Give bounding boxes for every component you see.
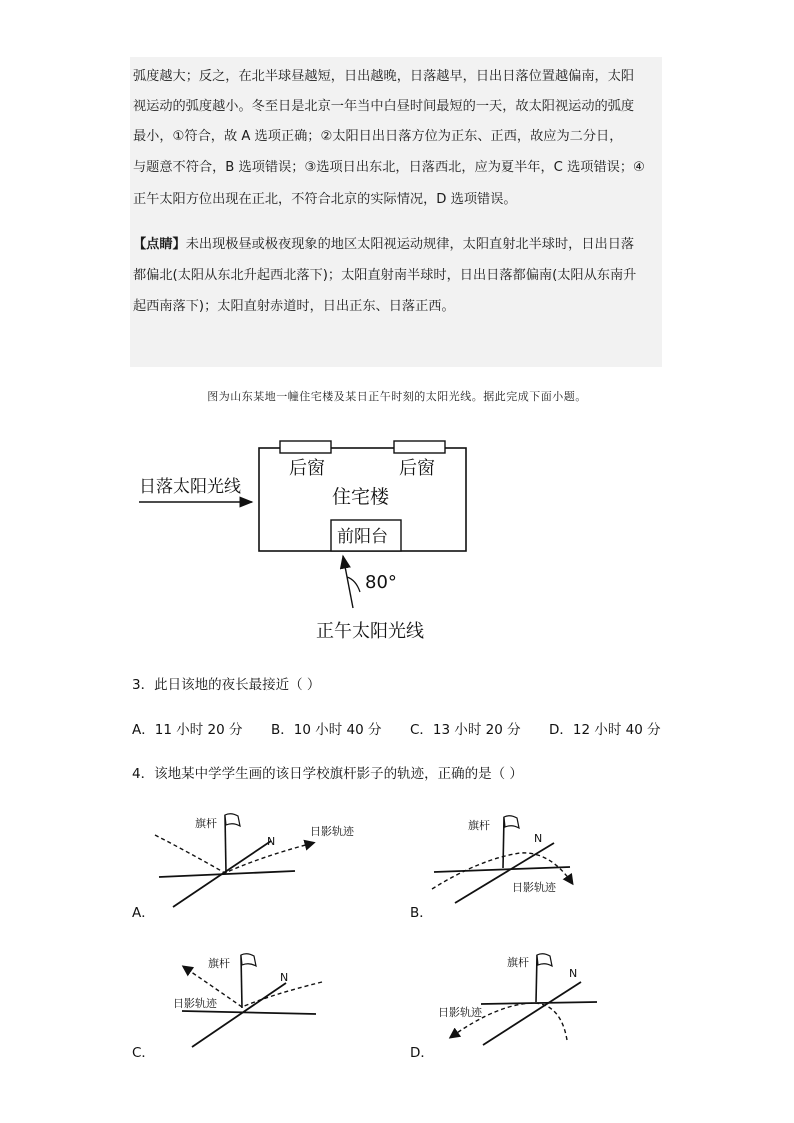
q4-label-a: A． bbox=[132, 905, 155, 921]
tip-line-3: 起西南落下)；太阳直射赤道时，日出正东、日落正西。 bbox=[133, 299, 455, 314]
pole-label: 旗杆 bbox=[208, 957, 230, 970]
shadow-label: 日影轨迹 bbox=[438, 1006, 482, 1019]
q4-diagram-c[interactable] bbox=[170, 945, 340, 1060]
north-label: N bbox=[569, 967, 578, 980]
question-3-stem: 3．此日该地的夜长最接近（ ） bbox=[132, 677, 321, 693]
shadow-trajectory bbox=[155, 835, 313, 873]
window-left-label: 后窗 bbox=[289, 458, 325, 479]
tip-line-2: 都偏北(太阳从东北升起西北落下)；太阳直射南半球时，日出日落都偏南(太阳从东南升 bbox=[133, 268, 637, 283]
explanation-line-2: 视运动的弧度越小。冬至日是北京一年当中白昼时间最短的一天，故太阳视运动的弧度 bbox=[133, 99, 635, 114]
explanation-line-1: 弧度越大；反之，在北半球昼越短，日出越晚，日落越早，日出日落位置越偏南，太阳 bbox=[133, 69, 635, 84]
explanation-line-5: 正午太阳方位出现在正北，不符合北京的实际情况，D 选项错误。 bbox=[133, 192, 517, 207]
q3-option-a[interactable]: A．11 小时 20 分 bbox=[132, 722, 243, 738]
east-west-line bbox=[182, 1011, 316, 1014]
tip-text-1: 未出现极昼或极夜现象的地区太阳视运动规律，太阳直射北半球时，日出日落 bbox=[185, 237, 635, 252]
q4-diagram-a[interactable] bbox=[145, 805, 354, 920]
tip-line-1 bbox=[133, 236, 634, 254]
balcony-label: 前阳台 bbox=[337, 527, 388, 547]
question-4-stem: 4．该地某中学学生画的该日学校旗杆影子的轨迹，正确的是（ ） bbox=[132, 766, 523, 782]
east-west-line bbox=[159, 871, 295, 877]
figure-caption: 图为山东某地一幢住宅楼及某日正午时刻的太阳光线。据此完成下面小题。 bbox=[207, 390, 587, 403]
q4-label-d: D． bbox=[410, 1045, 434, 1061]
q4-label-b: B． bbox=[410, 905, 433, 921]
window-right-label: 后窗 bbox=[399, 458, 435, 479]
flag-icon bbox=[241, 954, 256, 966]
noon-light-arrow bbox=[343, 556, 353, 608]
q4-diagram-b[interactable] bbox=[420, 805, 610, 920]
q4-diagram-d[interactable] bbox=[435, 945, 610, 1060]
angle-label: 80° bbox=[365, 572, 397, 593]
pole-label: 旗杆 bbox=[507, 956, 529, 969]
q3-option-b[interactable]: B．10 小时 40 分 bbox=[271, 722, 382, 738]
north-south-line bbox=[483, 982, 581, 1045]
east-west-line bbox=[434, 867, 570, 872]
pole-label: 旗杆 bbox=[468, 819, 490, 832]
building-diagram bbox=[0, 430, 794, 650]
q3-option-d[interactable]: D．12 小时 40 分 bbox=[549, 722, 661, 738]
building-label: 住宅楼 bbox=[332, 486, 390, 508]
window-right-frame bbox=[394, 441, 445, 453]
flagpole bbox=[503, 817, 504, 868]
tip-label: 【点睛】 bbox=[133, 237, 186, 252]
north-label: N bbox=[267, 835, 276, 848]
shadow-label: 日影轨迹 bbox=[512, 881, 556, 894]
q3-option-c[interactable]: C．13 小时 20 分 bbox=[410, 722, 521, 738]
north-south-line bbox=[192, 983, 286, 1047]
flag-icon bbox=[225, 814, 240, 826]
north-south-line bbox=[173, 841, 271, 907]
shadow-label: 日影轨迹 bbox=[310, 825, 354, 838]
north-south-line bbox=[455, 843, 554, 903]
explanation-line-4: 与题意不符合，B 选项错误；③选项日出东北，日落西北，应为夏半年，C 选项错误；④ bbox=[133, 160, 645, 175]
north-label: N bbox=[280, 971, 289, 984]
pole-label: 旗杆 bbox=[195, 817, 217, 830]
noon-light-label: 正午太阳光线 bbox=[316, 621, 424, 642]
flagpole bbox=[536, 955, 537, 1002]
window-left-frame bbox=[280, 441, 331, 453]
north-label: N bbox=[534, 832, 543, 845]
flag-icon bbox=[504, 816, 519, 828]
q4-label-c: C． bbox=[132, 1045, 155, 1061]
explanation-line-3: 最小，①符合，故 A 选项正确；②太阳日出日落方位为正东、正西，故应为二分日， bbox=[133, 129, 623, 144]
shadow-label: 日影轨迹 bbox=[173, 997, 217, 1010]
flag-icon bbox=[537, 954, 552, 966]
sunset-light-label: 日落太阳光线 bbox=[139, 477, 241, 497]
